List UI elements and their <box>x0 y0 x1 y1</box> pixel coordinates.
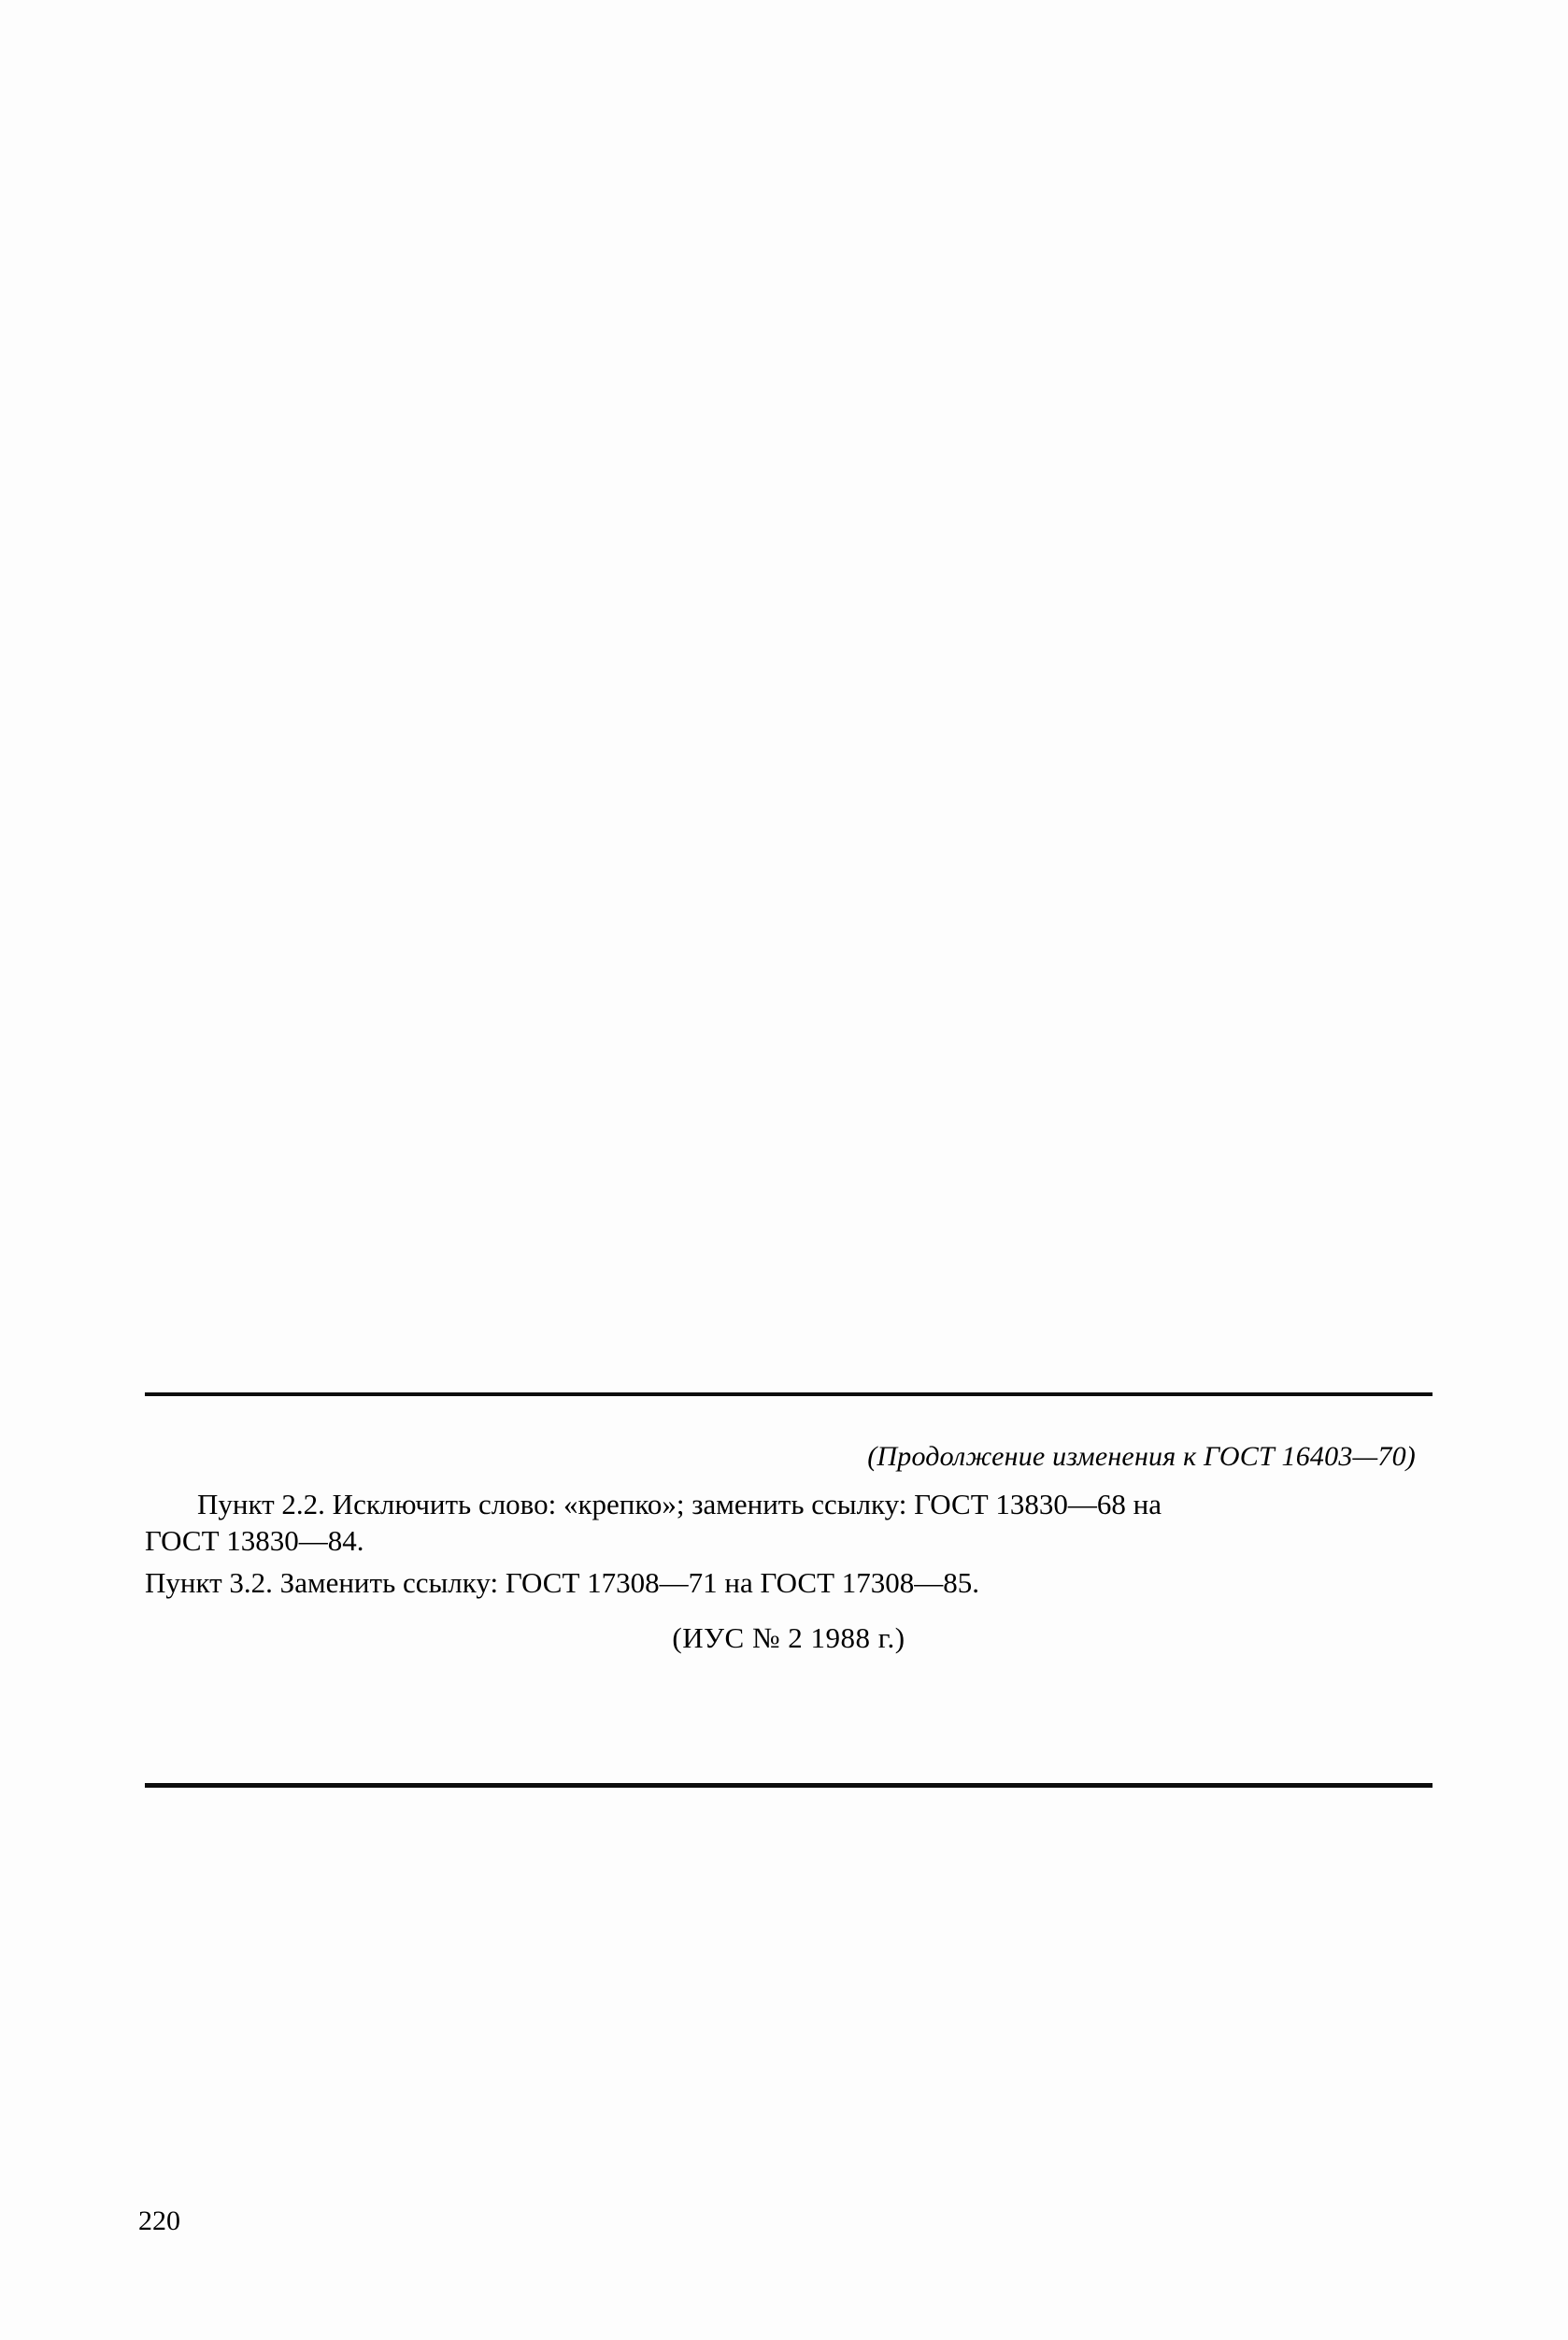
bottom-divider-rule <box>145 1783 1433 1788</box>
paragraph-2-2-line-2: ГОСТ 13830—84. <box>145 1524 364 1558</box>
paragraph-2-2 <box>145 1486 1433 1559</box>
issue-reference-note: (ИУС № 2 1988 г.) <box>672 1621 905 1655</box>
continuation-header: (Продолжение изменения к ГОСТ 16403—70) <box>867 1441 1416 1472</box>
top-divider-rule <box>145 1392 1433 1396</box>
paragraph-2-2-line-1: Пункт 2.2. Исключить слово: «крепко»; заменить ссылку: ГОСТ 13830—68 на <box>197 1488 1162 1520</box>
paragraph-3-2 <box>145 1564 1433 1601</box>
page-number: 220 <box>138 2205 180 2236</box>
amendment-block <box>145 1392 1433 1655</box>
paragraph-3-2-line-1: Пункт 3.2. Заменить ссылку: ГОСТ 17308—71 на ГОСТ 17308—85. <box>145 1566 980 1600</box>
